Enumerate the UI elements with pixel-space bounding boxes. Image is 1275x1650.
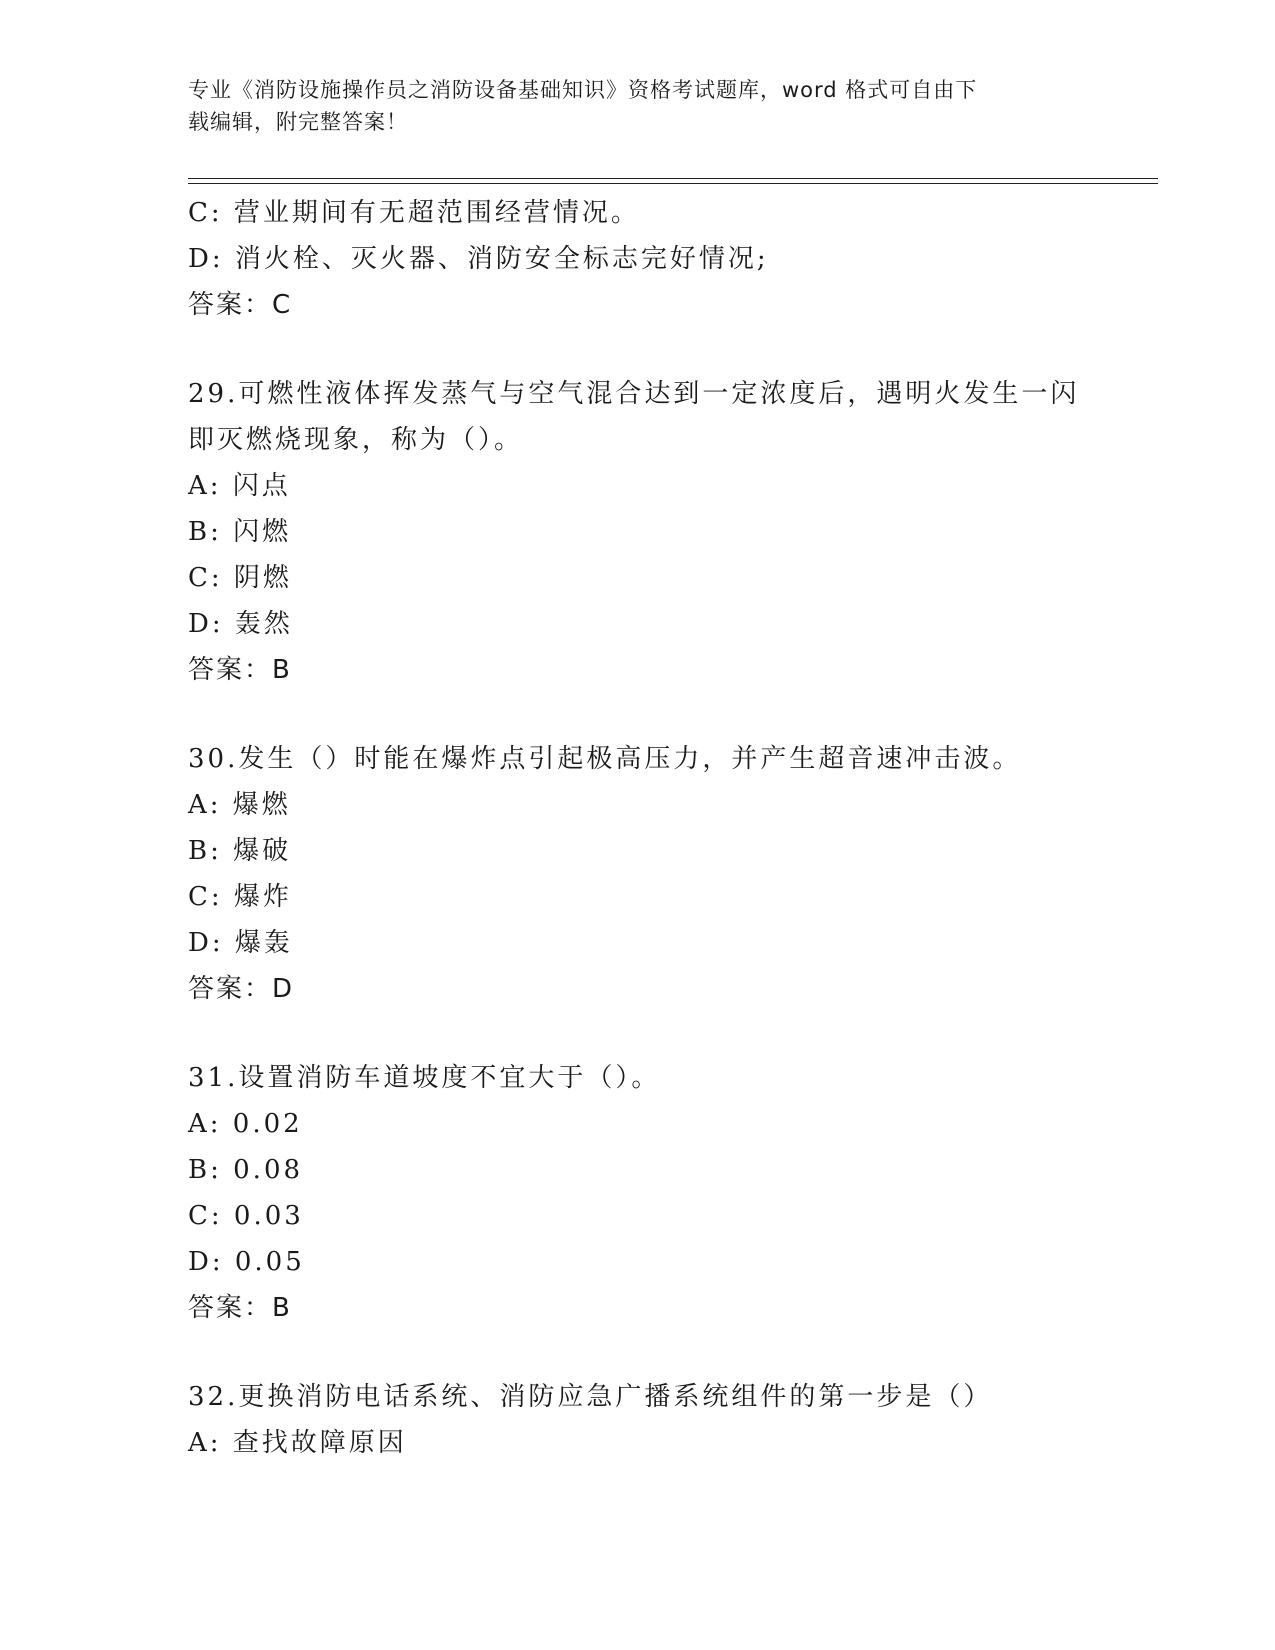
question-32 — [188, 1374, 1148, 1466]
option-d: D: 0.05 — [188, 1247, 305, 1277]
option-d: D: 消火栓、灭火器、消防安全标志完好情况; — [188, 244, 769, 274]
answer-line: 答案：B — [188, 1293, 292, 1323]
header-line-1: 专业《消防设施操作员之消防设备基础知识》资格考试题库，word 格式可自由下 — [188, 78, 978, 102]
option-b: B: 闪燃 — [188, 517, 292, 547]
answer-line: 答案：B — [188, 655, 292, 685]
document-header — [188, 74, 1088, 138]
question-stem: 30.发生（）时能在爆炸点引起极高压力，并产生超音速冲击波。 — [188, 744, 1022, 774]
question-list — [188, 190, 1148, 1466]
question-stem: 32.更换消防电话系统、消防应急广播系统组件的第一步是（） — [188, 1382, 993, 1412]
header-line-2: 载编辑，附完整答案！ — [188, 110, 408, 134]
option-a: A: 查找故障原因 — [188, 1428, 407, 1458]
partial-question — [188, 190, 1148, 328]
option-a: A: 闪点 — [188, 471, 291, 501]
answer-line: 答案：D — [188, 974, 295, 1004]
option-a: A: 爆燃 — [188, 790, 291, 820]
question-31 — [188, 1055, 1148, 1331]
header-divider-bottom — [188, 183, 1158, 184]
question-30 — [188, 736, 1148, 1012]
header-divider-top — [188, 178, 1158, 179]
option-c: C: 0.03 — [188, 1201, 304, 1231]
option-a: A: 0.02 — [188, 1109, 303, 1139]
option-b: B: 爆破 — [188, 836, 292, 866]
question-stem: 29.可燃性液体挥发蒸气与空气混合达到一定浓度后，遇明火发生一闪即灭燃烧现象，称为（）。 — [188, 379, 1080, 455]
option-d: D: 轰然 — [188, 609, 293, 639]
option-b: B: 0.08 — [188, 1155, 304, 1185]
option-c: C: 营业期间有无超范围经营情况。 — [188, 198, 640, 228]
question-29 — [188, 371, 1148, 693]
option-c: C: 爆炸 — [188, 882, 292, 912]
option-c: C: 阴燃 — [188, 563, 292, 593]
answer-line: 答案：C — [188, 290, 293, 320]
question-stem: 31.设置消防车道坡度不宜大于（）。 — [188, 1063, 661, 1093]
option-d: D: 爆轰 — [188, 928, 293, 958]
